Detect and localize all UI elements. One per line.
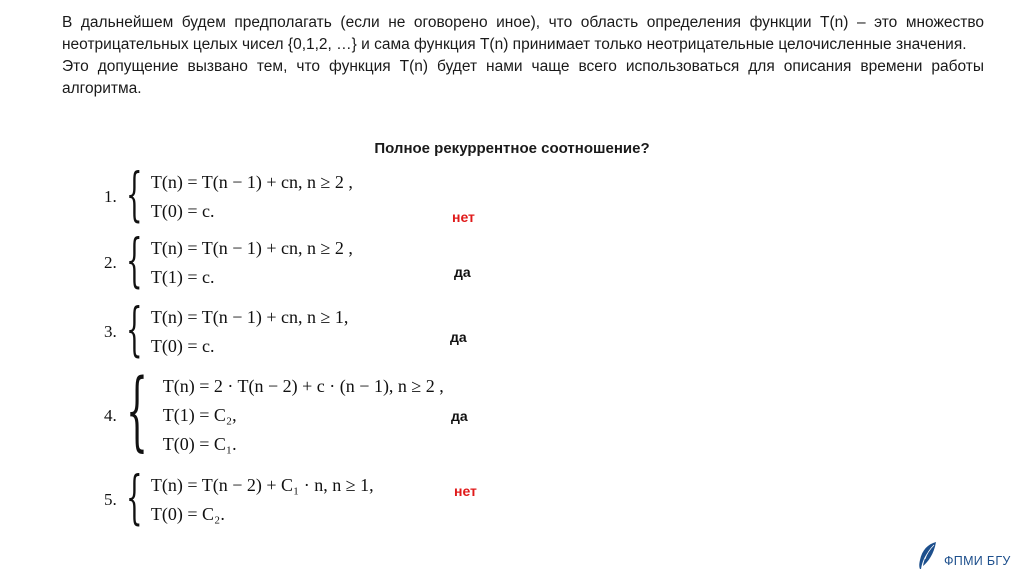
- feather-quill-icon: [916, 540, 940, 570]
- answer-label-4: да: [451, 408, 468, 424]
- answer-label-1: нет: [452, 209, 475, 225]
- equation-system: [151, 303, 348, 361]
- answer-label-3: да: [450, 329, 467, 345]
- equation-system: [163, 372, 444, 459]
- intro-paragraph-1: В дальнейшем будем предполагать (если не оговорено иное), что область определения функции T(n) – это множество неотрицательных целых чисел {0,1,2, …} и сама функция T(n) принимает только неотрицательные целочисленные значения.: [62, 14, 984, 53]
- recurrence-item-1: [104, 160, 353, 228]
- item-number: 2.: [104, 253, 117, 272]
- equation-line: T(n) = T(n − 1) + cn, n ≥ 1,: [150, 307, 349, 327]
- question-heading: Полное рекуррентное соотношение?: [374, 140, 650, 157]
- footer-brand: [916, 540, 1011, 570]
- intro-text: [62, 12, 984, 100]
- equation-line: T(1) = c.: [150, 267, 215, 287]
- equation-system: [151, 168, 353, 226]
- recurrence-item-3: [104, 295, 349, 363]
- left-brace: {: [126, 360, 148, 461]
- left-brace: {: [126, 226, 143, 294]
- intro-paragraph-2: Это допущение вызвано тем, что функция T(n) будет нами чаще всего использоваться для описания времени работы алгоритма.: [62, 58, 984, 97]
- item-number: 5.: [104, 490, 117, 509]
- left-brace: {: [126, 295, 143, 363]
- left-brace: {: [126, 463, 143, 531]
- equation-system: [151, 234, 353, 292]
- equation-line: T(0) = c.: [150, 336, 215, 356]
- item-number: 4.: [104, 405, 117, 425]
- equation-line: T(1) = C₂,: [162, 405, 237, 425]
- equation-line: T(n) = T(n − 2) + C₁ · n, n ≥ 1,: [150, 475, 374, 495]
- recurrence-item-5: [104, 463, 374, 531]
- item-number: 1.: [104, 187, 117, 206]
- answer-label-2: да: [454, 264, 471, 280]
- equation-line: T(0) = c.: [150, 201, 215, 221]
- equation-line: T(n) = T(n − 1) + cn, n ≥ 2 ,: [150, 238, 353, 258]
- footer-label: ФПМИ БГУ: [944, 554, 1011, 568]
- answer-label-5: нет: [454, 483, 477, 499]
- equation-system: [151, 471, 374, 529]
- left-brace: {: [126, 160, 143, 228]
- equation-line: T(n) = T(n − 1) + cn, n ≥ 2 ,: [150, 172, 353, 192]
- recurrence-item-4: [104, 360, 444, 461]
- recurrence-item-2: [104, 226, 353, 294]
- equation-line: T(0) = C₁.: [162, 434, 237, 454]
- item-number: 3.: [104, 322, 117, 341]
- equation-line: T(n) = 2 · T(n − 2) + c · (n − 1), n ≥ 2 ,: [162, 376, 444, 396]
- equation-line: T(0) = C₂.: [150, 504, 225, 524]
